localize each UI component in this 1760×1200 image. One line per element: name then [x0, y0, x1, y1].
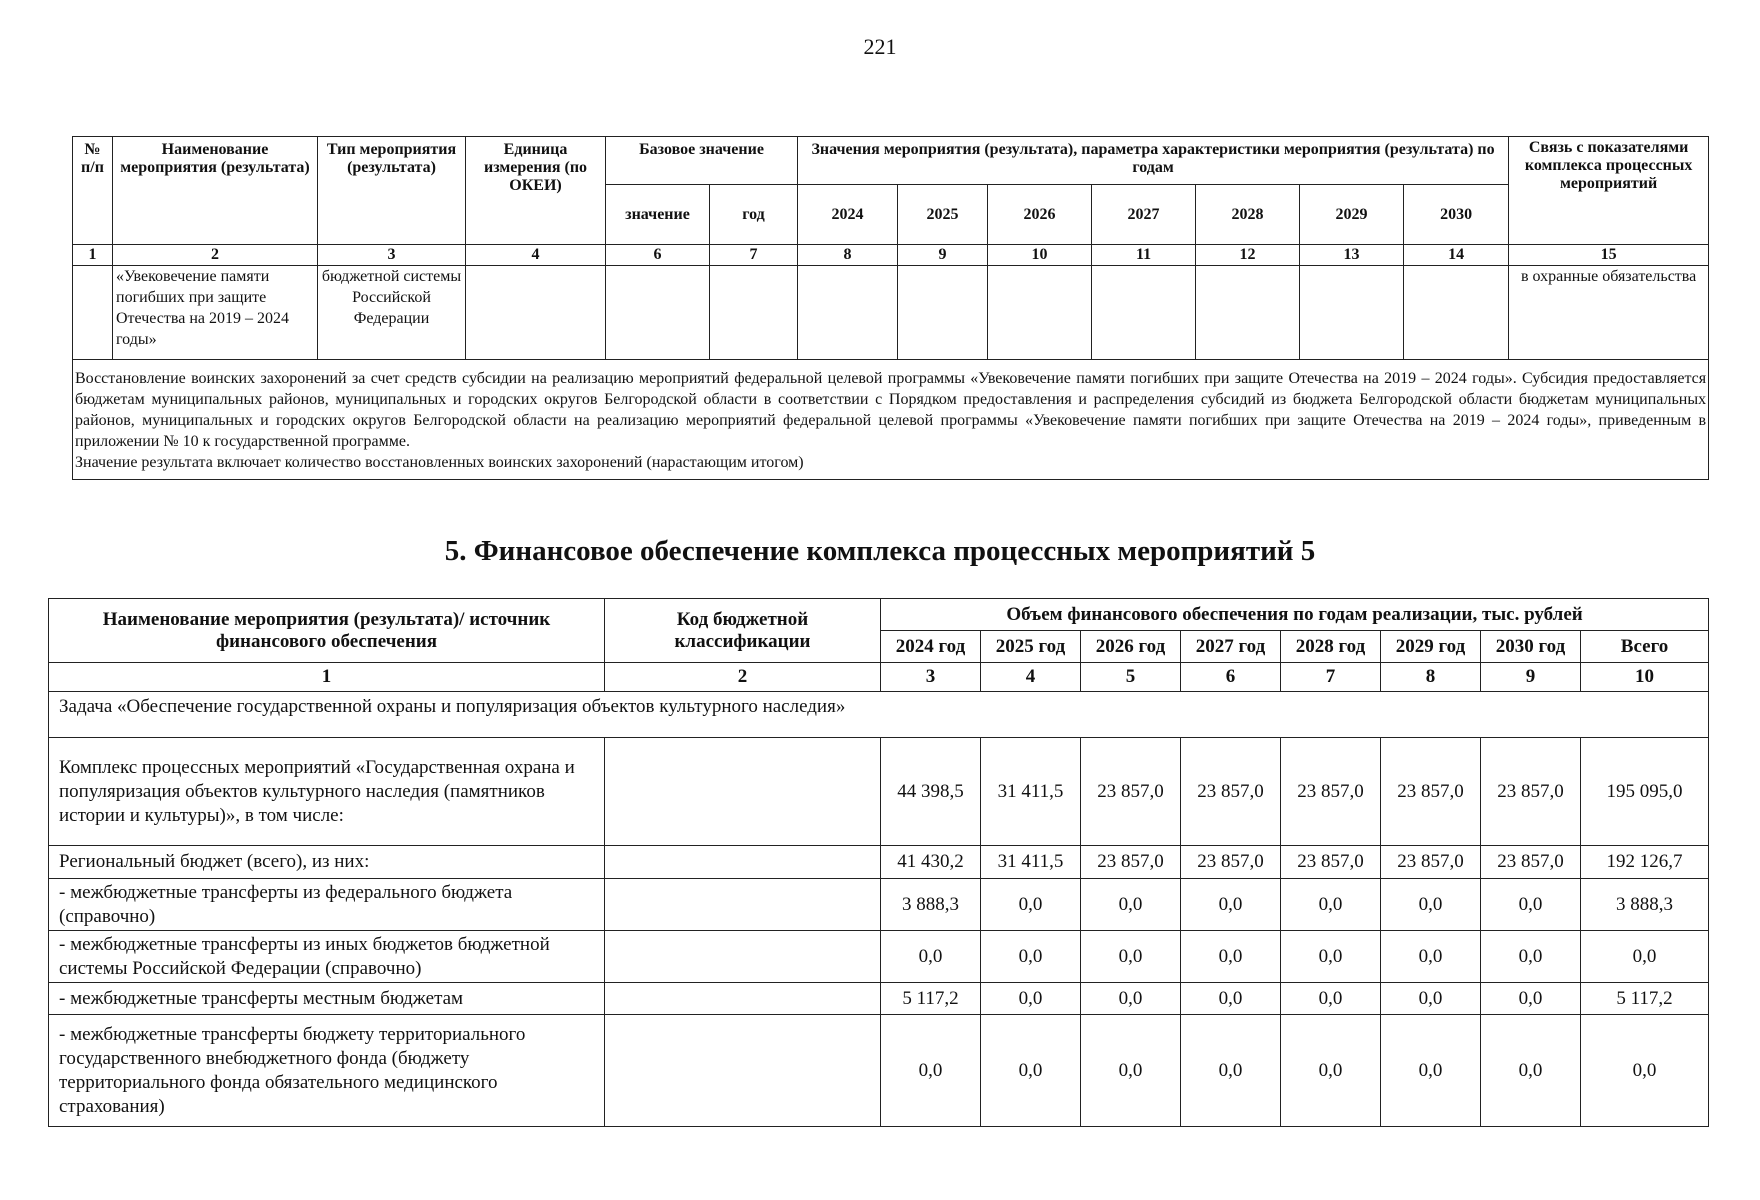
task-row [49, 692, 1709, 738]
header-year: 2025 год [981, 631, 1081, 663]
header-year: 2025 [898, 185, 988, 245]
row-name: - межбюджетные трансферты бюджету территориального государственного внебюджетного фонда (бюджету территориального фонда обязательного медицинского страхования) [49, 1015, 605, 1127]
description-note: Значение результата включает количество восстановленных воинских захоронений (нарастающим итогом) [75, 454, 804, 471]
row-value: 0,0 [881, 931, 981, 983]
index-cell: 4 [981, 663, 1081, 692]
row-value: 44 398,5 [881, 738, 981, 846]
index-cell: 8 [1381, 663, 1481, 692]
row-value: 41 430,2 [881, 846, 981, 879]
row-type: бюджетной системы Российской Федерации [318, 266, 466, 360]
row-value: 0,0 [1481, 1015, 1581, 1127]
header-total: Всего [1581, 631, 1709, 663]
header-year: 2029 год [1381, 631, 1481, 663]
row-value: 0,0 [1481, 879, 1581, 931]
row-value: 23 857,0 [1381, 738, 1481, 846]
table-row [49, 846, 1709, 879]
header-year: 2028 [1196, 185, 1300, 245]
header-type: Тип мероприятия (результата) [318, 137, 466, 245]
section-title: 5. Финансовое обеспечение комплекса процессных мероприятий 5 [444, 535, 1316, 567]
index-cell: 10 [988, 245, 1092, 266]
row-total: 195 095,0 [1581, 738, 1709, 846]
row-value: 23 857,0 [1181, 846, 1281, 879]
index-cell: 3 [881, 663, 981, 692]
index-cell: 7 [1281, 663, 1381, 692]
header-year: 2024 [798, 185, 898, 245]
description-text: Восстановление воинских захоронений за счет средств субсидии на реализацию мероприятий федеральной целевой программы «Увековечение памяти погибших при защите Отечества на 2019 – 2024 годы». Субсидия предоставляется бюджетам муниципальных районов, муниципальных и городских округов Белгородской области в соответствии с Порядком предоставления и распределения субсидий из бюджета Белгородской области бюджетам муниципальных районов, муниципальных и городских округов Белгородской области на реализацию мероприятий федеральной целевой программы «Увековечение памяти погибших при защите Отечества на 2019 – 2024 годы», приведенным в приложении № 10 к государственной программе. [75, 370, 1707, 450]
row-value: 3 888,3 [881, 879, 981, 931]
header-name: Наименование мероприятия (результата)/ источник финансового обеспечения [49, 599, 605, 663]
row-num [73, 266, 113, 360]
index-cell: 1 [73, 245, 113, 266]
index-cell: 8 [798, 245, 898, 266]
index-cell: 12 [1196, 245, 1300, 266]
index-cell: 9 [1481, 663, 1581, 692]
row-name: - межбюджетные трансферты местным бюджетам [49, 983, 605, 1015]
row-value: 5 117,2 [881, 983, 981, 1015]
row-value: 0,0 [1281, 879, 1381, 931]
index-cell: 10 [1581, 663, 1709, 692]
row-value: 0,0 [1381, 879, 1481, 931]
row-value: 0,0 [1181, 931, 1281, 983]
row-value: 0,0 [1481, 931, 1581, 983]
row-value: 31 411,5 [981, 846, 1081, 879]
index-cell: 3 [318, 245, 466, 266]
index-row [73, 245, 1709, 266]
row-name: Комплекс процессных мероприятий «Государственная охрана и популяризация объектов культурного наследия (памятников истории и культуры)», в том числе: [49, 738, 605, 846]
header-year: 2029 [1300, 185, 1404, 245]
header-year: 2030 [1404, 185, 1509, 245]
row-code [605, 983, 881, 1015]
index-cell: 9 [898, 245, 988, 266]
table-row [49, 983, 1709, 1015]
row-total: 192 126,7 [1581, 846, 1709, 879]
row-value: 0,0 [1081, 1015, 1181, 1127]
index-cell: 1 [49, 663, 605, 692]
header-year: 2030 год [1481, 631, 1581, 663]
index-cell: 2 [113, 245, 318, 266]
row-total: 5 117,2 [1581, 983, 1709, 1015]
index-cell: 4 [466, 245, 606, 266]
header-link: Связь с показателями комплекса процессных мероприятий [1509, 137, 1709, 245]
row-value: 0,0 [1181, 983, 1281, 1015]
row-total: 0,0 [1581, 1015, 1709, 1127]
row-name: Региональный бюджет (всего), из них: [49, 846, 605, 879]
row-total: 3 888,3 [1581, 879, 1709, 931]
table-row [49, 879, 1709, 931]
index-cell: 13 [1300, 245, 1404, 266]
task-cell: Задача «Обеспечение государственной охраны и популяризация объектов культурного наследия» [49, 692, 1709, 738]
header-num: № п/п [73, 137, 113, 245]
table-row [49, 931, 1709, 983]
index-cell: 11 [1092, 245, 1196, 266]
header-year: 2026 год [1081, 631, 1181, 663]
header-unit: Единица измерения (по ОКЕИ) [466, 137, 606, 245]
table-row [49, 738, 1709, 846]
header-year: 2027 [1092, 185, 1196, 245]
index-cell: 7 [710, 245, 798, 266]
row-value: 23 857,0 [1481, 846, 1581, 879]
row-value: 0,0 [1281, 931, 1381, 983]
row-code [605, 931, 881, 983]
header-base-value: значение [606, 185, 710, 245]
financing-table [48, 598, 1709, 1127]
row-link: в охранные обязательства [1509, 266, 1709, 360]
header-base: Базовое значение [606, 137, 798, 185]
page-number: 221 [863, 34, 897, 59]
header-volume: Объем финансового обеспечения по годам реализации, тыс. рублей [881, 599, 1709, 631]
row-value: 0,0 [1381, 983, 1481, 1015]
header-year: 2027 год [1181, 631, 1281, 663]
index-cell: 6 [1181, 663, 1281, 692]
row-value: 0,0 [1081, 931, 1181, 983]
index-cell: 2 [605, 663, 881, 692]
header-year: 2024 год [881, 631, 981, 663]
row-value: 0,0 [1181, 879, 1281, 931]
row-value: 0,0 [1281, 1015, 1381, 1127]
row-name: - межбюджетные трансферты из федерального бюджета (справочно) [49, 879, 605, 931]
description-cell [73, 360, 1709, 480]
row-value: 0,0 [981, 1015, 1081, 1127]
row-value: 23 857,0 [1081, 738, 1181, 846]
row-value: 0,0 [1181, 1015, 1281, 1127]
index-cell: 14 [1404, 245, 1509, 266]
header-code: Код бюджетной классификации [605, 599, 881, 663]
index-row [49, 663, 1709, 692]
header-values: Значения мероприятия (результата), параметра характеристики мероприятия (результата) по годам [798, 137, 1509, 185]
row-value: 31 411,5 [981, 738, 1081, 846]
description-row [73, 360, 1709, 480]
row-value: 0,0 [1381, 931, 1481, 983]
row-value: 0,0 [1081, 983, 1181, 1015]
row-name: - межбюджетные трансферты из иных бюджетов бюджетной системы Российской Федерации (справочно) [49, 931, 605, 983]
header-year: 2028 год [1281, 631, 1381, 663]
row-value: 0,0 [981, 931, 1081, 983]
results-table [72, 136, 1709, 480]
row-value: 0,0 [1381, 1015, 1481, 1127]
row-value: 0,0 [1481, 983, 1581, 1015]
index-cell: 5 [1081, 663, 1181, 692]
header-name: Наименование мероприятия (результата) [113, 137, 318, 245]
row-value: 23 857,0 [1081, 846, 1181, 879]
row-value: 23 857,0 [1381, 846, 1481, 879]
row-value: 0,0 [981, 879, 1081, 931]
row-code [605, 879, 881, 931]
table-row [49, 1015, 1709, 1127]
header-year: 2026 [988, 185, 1092, 245]
row-value: 0,0 [981, 983, 1081, 1015]
table-row [73, 266, 1709, 360]
index-cell: 6 [606, 245, 710, 266]
row-value: 0,0 [1081, 879, 1181, 931]
row-value: 23 857,0 [1481, 738, 1581, 846]
row-value: 0,0 [1281, 983, 1381, 1015]
row-value: 0,0 [881, 1015, 981, 1127]
row-code [605, 846, 881, 879]
row-code [605, 738, 881, 846]
row-value: 23 857,0 [1281, 738, 1381, 846]
row-code [605, 1015, 881, 1127]
row-value: 23 857,0 [1281, 846, 1381, 879]
row-name: «Увековечение памяти погибших при защите Отечества на 2019 – 2024 годы» [113, 266, 318, 360]
row-total: 0,0 [1581, 931, 1709, 983]
index-cell: 15 [1509, 245, 1709, 266]
row-value: 23 857,0 [1181, 738, 1281, 846]
header-base-year: год [710, 185, 798, 245]
